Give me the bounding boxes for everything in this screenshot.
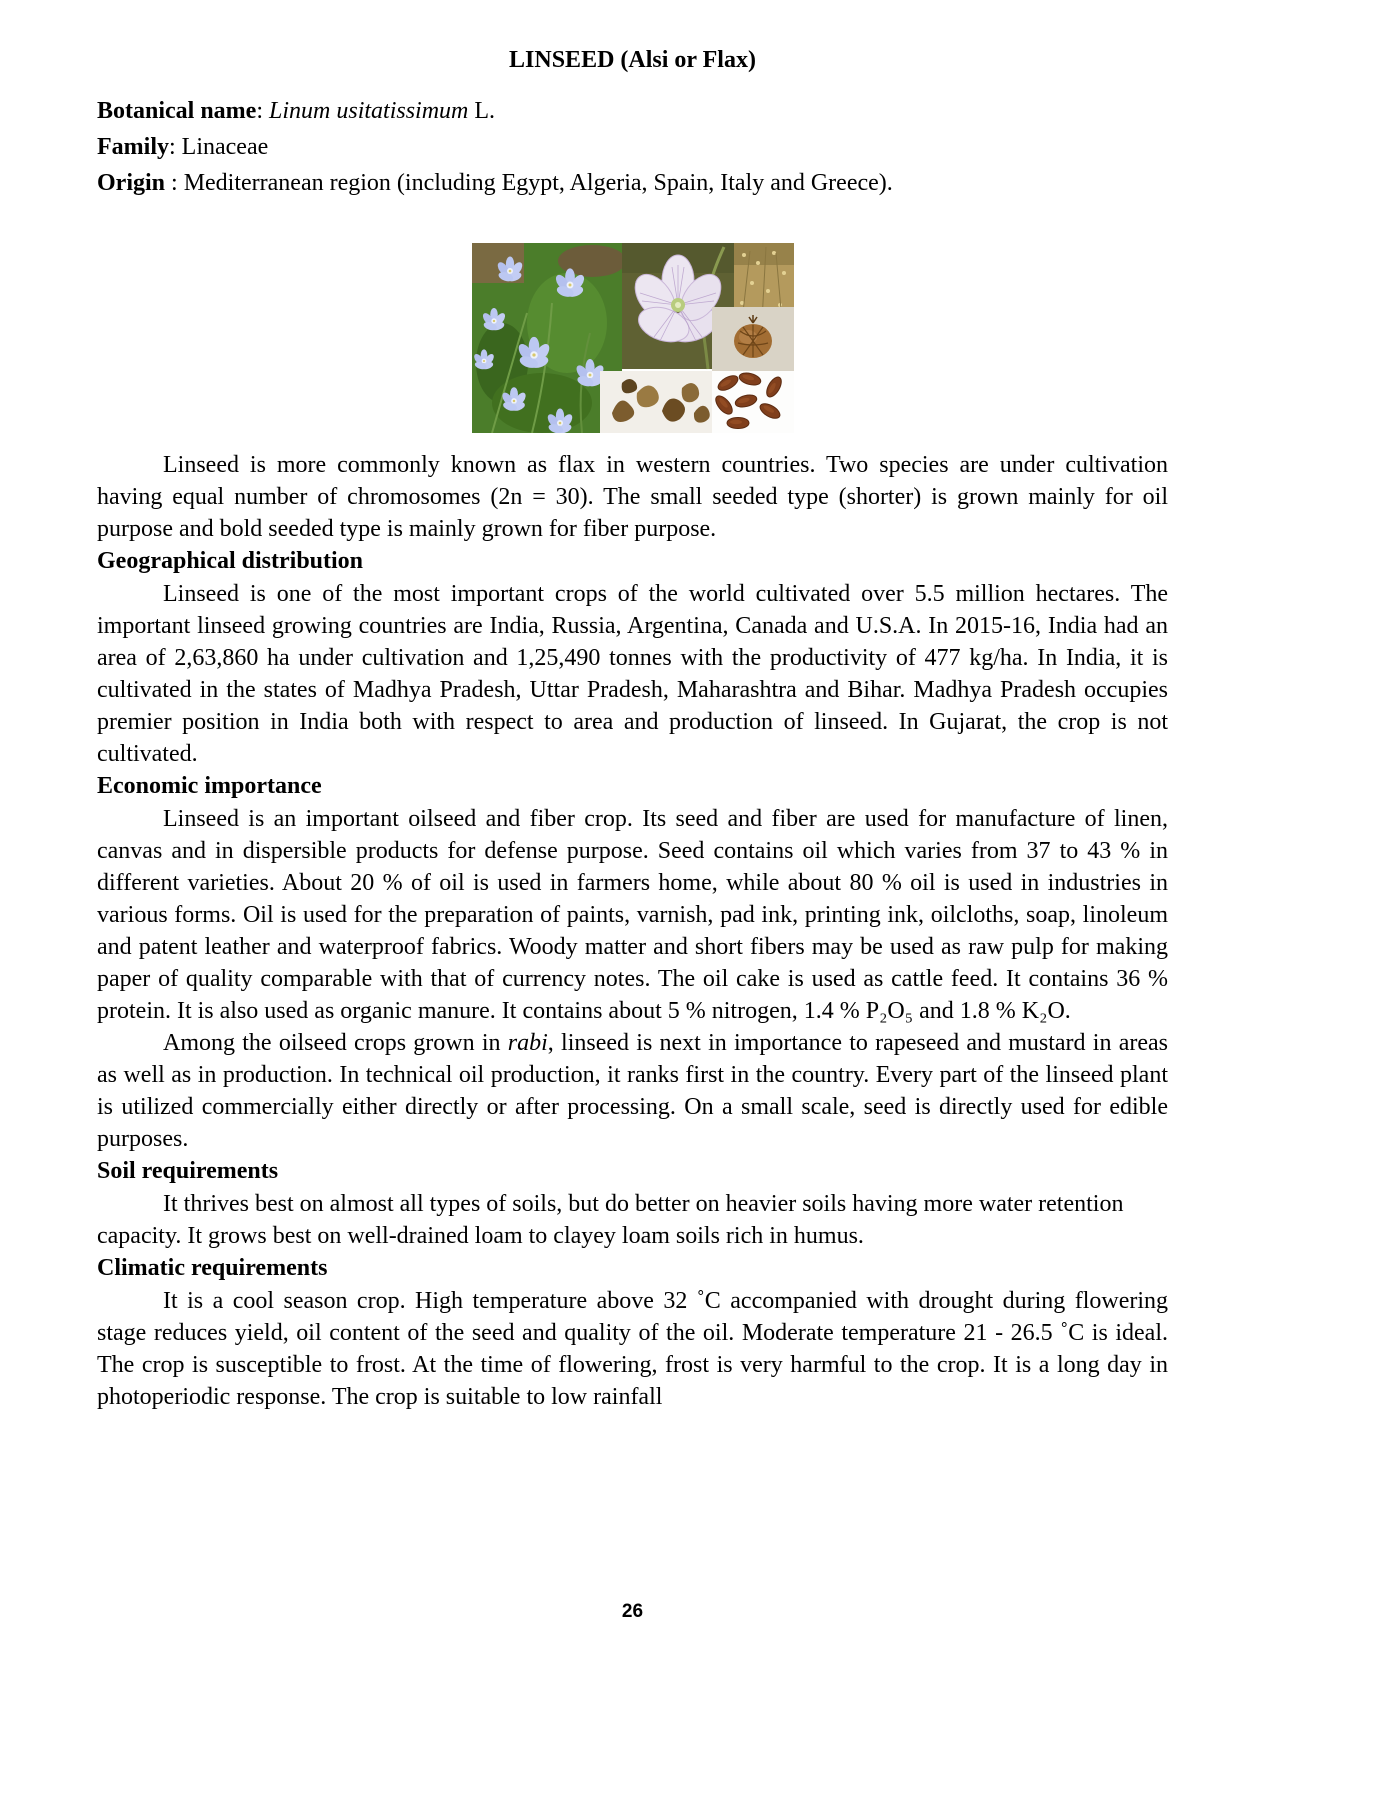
intro-paragraph: Linseed is more commonly known as flax in western countries. Two species are under cultivation having equal number of chromosomes (2n = 30). The small seeded type (shorter) is grown mainly for oil purpose and bold seeded type is mainly grown for fiber purpose. — [97, 452, 1168, 542]
heading-geographical-distribution: Geographical distribution — [97, 548, 364, 574]
botanical-name-line — [97, 93, 1168, 129]
botanical-name-suffix: L. — [468, 98, 496, 124]
family-label: Family — [97, 134, 169, 160]
botanical-name-label: Botanical name — [97, 98, 257, 124]
heading-economic-importance: Economic importance — [97, 773, 322, 799]
rabi-italic-word: rabi — [507, 1030, 548, 1056]
rabi-text-before: Among the oilseed crops grown in — [163, 1030, 508, 1056]
rabi-text-after: , linseed is next in importance to rapeseed and mustard in areas as well as in production. In technical oil production, it ranks first in the country. Every part of the linseed plant is utilized commercially either directly or after processing. On a small scale, seed is directly used for edible purposes. — [97, 1030, 1169, 1152]
flax-collage-graphic — [472, 243, 794, 433]
origin-separator: : — [165, 170, 184, 196]
origin-label: Origin — [97, 170, 166, 196]
family-separator: : — [169, 134, 182, 160]
flax-photo-collage — [472, 243, 794, 433]
capsule-husks-photo — [600, 371, 712, 433]
origin-line — [97, 165, 1168, 201]
page-content — [97, 44, 1168, 1413]
page-title: LINSEED (Alsi or Flax) — [509, 47, 756, 73]
economic-paragraph-2 — [97, 1027, 1168, 1155]
origin-value: Mediterranean region (including Egypt, Algeria, Spain, Italy and Greece). — [183, 170, 893, 196]
family-value: Linaceae — [181, 134, 269, 160]
seed-capsule-photo — [712, 307, 794, 371]
botanical-name-value: Linum usitatissimum — [269, 98, 469, 124]
heading-climatic-requirements: Climatic requirements — [97, 1255, 328, 1281]
climatic-paragraph: It is a cool season crop. High temperature above 32 ˚C accompanied with drought during flowering stage reduces yield, oil content of the seed and quality of the oil. Moderate temperature 21 - 26.5 ˚C is ideal. The crop is susceptible to frost. At the time of flowering, frost is very harmful to the crop. It is a long day in photoperiodic response. The crop is suitable to low rainfall — [97, 1288, 1168, 1410]
family-line — [97, 129, 1168, 165]
heading-soil-requirements: Soil requirements — [97, 1158, 279, 1184]
page-number: 26 — [621, 1601, 644, 1622]
economic-paragraph-1: Linseed is an important oilseed and fiber crop. Its seed and fiber are used for manufacture of linen, canvas and in dispersible products for defense purpose. Seed contains oil which varies from 37 to 43 % in different varieties. About 20 % of oil is used in farmers home, while about 80 % oil is used in industries in various forms. Oil is used for the preparation of paints, varnish, pad ink, printing ink, oilcloths, soap, linoleum and patent leather and waterproof fabrics. Woody matter and short fibers may be used as raw pulp for making paper of quality comparable with that of currency notes. The oil cake is used as cattle feed. It contains 36 % protein. It is also used as organic manure. It contains about 5 % nitrogen, 1.4 % P₂O₅ and 1.8 % K₂O. — [97, 806, 1168, 1024]
linseed-seeds-photo — [712, 371, 794, 433]
geographical-paragraph: Linseed is one of the most important crops of the world cultivated over 5.5 million hectares. The important linseed growing countries are India, Russia, Argentina, Canada and U.S.A. In 2015-16, India had an area of 2,63,860 ha under cultivation and 1,25,490 tonnes with the productivity of 477 kg/ha. In India, it is cultivated in the states of Madhya Pradesh, Uttar Pradesh, Maharashtra and Bihar. Madhya Pradesh occupies premier position in India both with respect to area and production of linseed. In Gujarat, the crop is not cultivated. — [97, 581, 1168, 767]
botanical-name-separator: : — [256, 98, 269, 124]
soil-paragraph: It thrives best on almost all types of soils, but do better on heavier soils having more water retention capacity. It grows best on well-drained loam to clayey loam soils rich in humus. — [97, 1191, 1124, 1249]
